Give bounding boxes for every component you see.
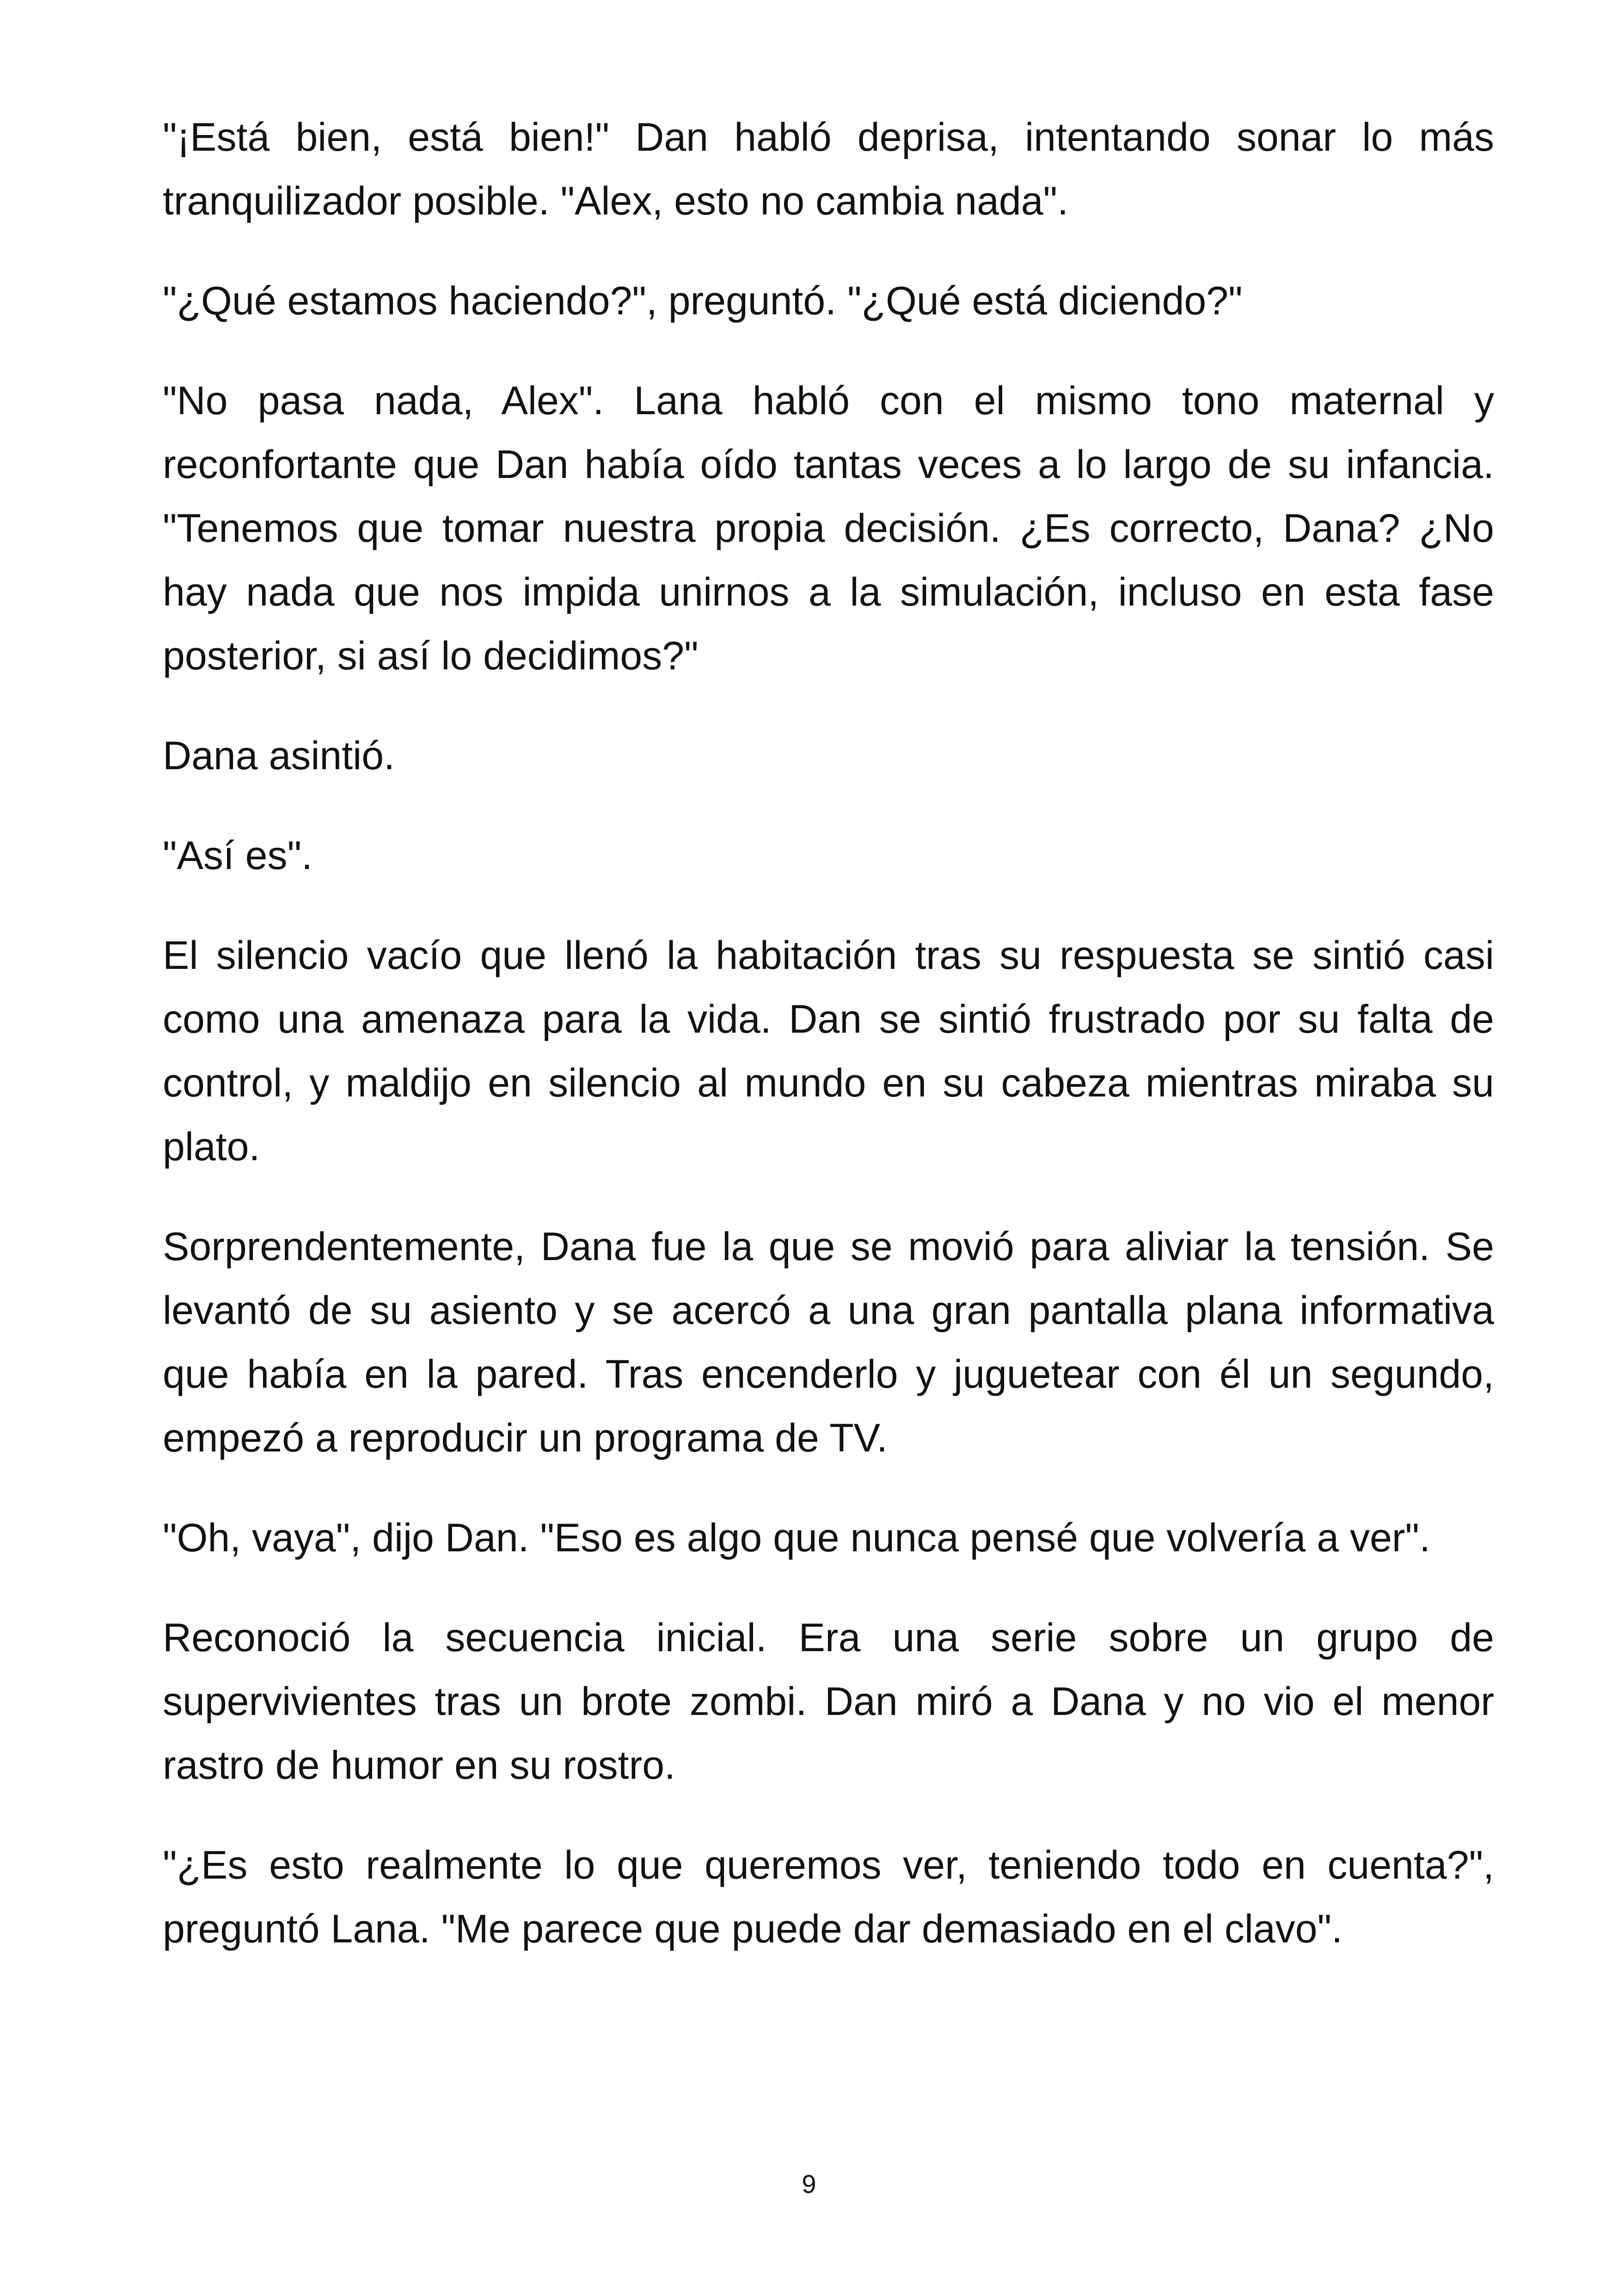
paragraph: "Oh, vaya", dijo Dan. "Eso es algo que nunca pensé que volvería a ver". xyxy=(163,1516,1430,1560)
paragraph: "¿Qué estamos haciendo?", preguntó. "¿Qué está diciendo?" xyxy=(163,279,1243,323)
paragraph: "Así es". xyxy=(163,833,313,878)
paragraph: "¡Está bien, está bien!" Dan habló deprisa, intentando sonar lo más tranquilizador posible. "Alex, esto no cambia nada". xyxy=(163,115,1494,223)
paragraph: Sorprendentemente, Dana fue la que se movió para aliviar la tensión. Se levantó de su asiento y se acercó a una gran pantalla plana informativa que había en la pared. Tras encenderlo y juguetear con él un segundo, empezó a reproducir un programa de TV. xyxy=(163,1225,1494,1460)
body-text xyxy=(163,105,1494,1997)
paragraph: "No pasa nada, Alex". Lana habló con el mismo tono maternal y reconfortante que Dan había oído tantas veces a lo largo de su infancia. "Tenemos que tomar nuestra propia decisión. ¿Es correcto, Dana? ¿No hay nada que nos impida unirnos a la simulación, incluso en esta fase posterior, si así lo decidimos?" xyxy=(163,379,1494,678)
paragraph: El silencio vacío que llenó la habitación tras su respuesta se sintió casi como una amenaza para la vida. Dan se sintió frustrado por su falta de control, y maldijo en silencio al mundo en su cabeza mientras miraba su plato. xyxy=(163,933,1494,1169)
page-number: 9 xyxy=(802,2169,816,2198)
paragraph: Reconoció la secuencia inicial. Era una serie sobre un grupo de supervivientes tras un brote zombi. Dan miró a Dana y no vio el menor rastro de humor en su rostro. xyxy=(163,1616,1494,1788)
paragraph: Dana asintió. xyxy=(163,734,395,778)
paragraph: "¿Es esto realmente lo que queremos ver, teniendo todo en cuenta?", preguntó Lana. "Me parece que puede dar demasiado en el clavo". xyxy=(163,1843,1494,1951)
